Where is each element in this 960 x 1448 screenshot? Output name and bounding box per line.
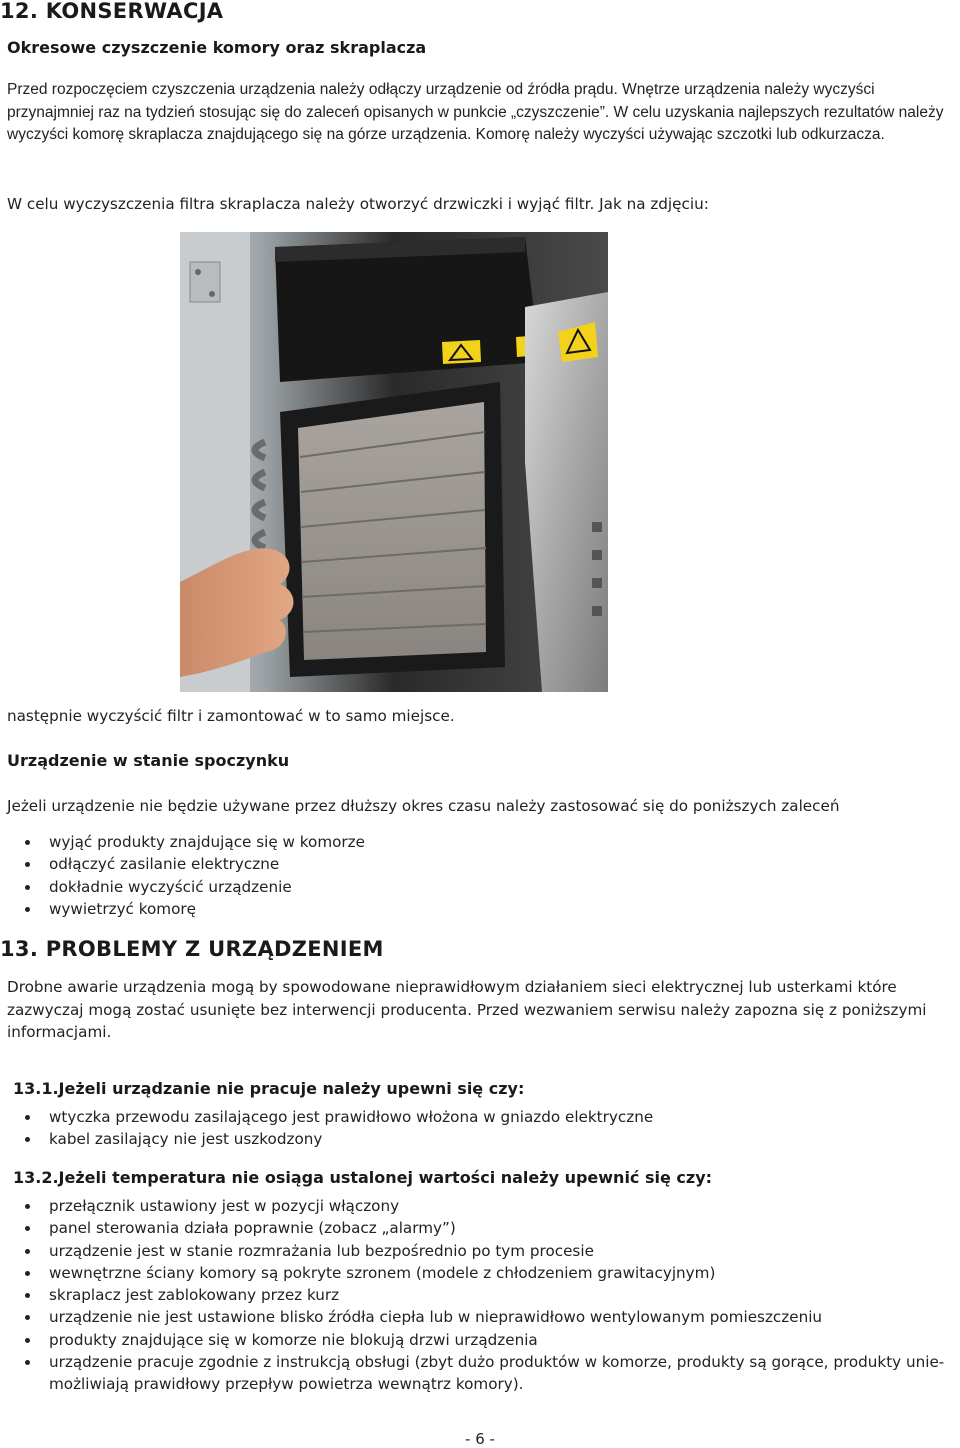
- idle-instructions-list: [22, 831, 952, 920]
- list-item-text: urządzenie pracuje zgodnie z instrukcją obsługi (zbyt dużo produktów w komorze, produkty są gorące, produkty unie-możliwiają prawidłowy przepływ powietrza wewnątrz komory).: [49, 1353, 945, 1394]
- list-item: [22, 1284, 952, 1306]
- paragraph-problems-intro: Drobne awarie urządzenia mogą by spowodowane nieprawidłowym działaniem sieci elektrycznej lub usterkami które zazwyczaj mogą zostać usunięte bez interwencji producenta. Przed wezwaniem serwisu należy zapozna się z poniższymi informacjami.: [7, 978, 927, 1041]
- list-item: [22, 1262, 952, 1284]
- list-item-text: skraplacz jest zablokowany przez kurz: [49, 1286, 340, 1305]
- power-check-list: [22, 1106, 952, 1151]
- list-item-text: wyjąć produkty znajdujące się w komorze: [49, 833, 365, 851]
- list-item: [22, 831, 952, 853]
- page-number: - 6 -: [465, 1430, 495, 1448]
- list-item: [22, 1106, 952, 1128]
- bullet: [25, 1204, 30, 1209]
- bullet: [25, 1271, 30, 1276]
- paragraph-cleaning-intro: Przed rozpoczęciem czyszczenia urządzenia należy odłączy urządzenie od źródła prądu. Wnętrze urządzenia należy wyczyści przynajmniej raz na tydzień stosując się do zaleceń opisanych w punkcie „czyszczenie”. W celu uzyskania najlepszych rezultatów należy wyczyści komorę skraplacza znajdującego się na górze urządzenia. Komorę należy wyczyści używając szczotki lub odkurzacza.: [7, 81, 944, 143]
- list-item: [22, 853, 952, 875]
- bullet: [25, 862, 30, 867]
- bullet: [25, 1338, 30, 1343]
- list-item: [22, 1240, 952, 1262]
- list-item: [22, 898, 952, 920]
- condenser-filter-photo: [180, 232, 608, 692]
- paragraph-filter-reinstall: następnie wyczyścić filtr i zamontować w to samo miejsce.: [7, 707, 455, 725]
- list-item: [22, 1329, 952, 1351]
- bullet: [25, 907, 30, 912]
- bullet: [25, 840, 30, 845]
- section-13-title: 13. PROBLEMY Z URZĄDZENIEM: [0, 937, 384, 961]
- list-item-text: produkty znajdujące się w komorze nie blokują drzwi urządzenia: [49, 1330, 538, 1349]
- list-item-text: urządzenie nie jest ustawione blisko źródła ciepła lub w nieprawidłowo wentylowanym pomieszczeniu: [49, 1308, 823, 1327]
- list-item: [22, 1217, 952, 1239]
- list-item-text: przełącznik ustawiony jest w pozycji włączony: [49, 1197, 400, 1215]
- list-item-text: kabel zasilający nie jest uszkodzony: [49, 1130, 323, 1149]
- list-item: [22, 1306, 952, 1328]
- list-item-text: wewnętrzne ściany komory są pokryte szronem (modele z chłodzeniem grawitacyjnym): [49, 1263, 716, 1282]
- bullet: [25, 1137, 30, 1142]
- section-12-title: 12. KONSERWACJA: [0, 0, 224, 23]
- temperature-check-list: [22, 1195, 952, 1396]
- list-item-text: dokładnie wyczyścić urządzenie: [49, 877, 292, 896]
- list-item-text: urządzenie jest w stanie rozmrażania lub bezpośrednio po tym procesie: [49, 1241, 594, 1260]
- list-item: [22, 1195, 952, 1217]
- list-item-text: panel sterowania działa poprawnie (zobacz „alarmy”): [49, 1219, 456, 1238]
- bullet: [25, 1315, 30, 1320]
- list-item-text: wywietrzyć komorę: [49, 899, 196, 918]
- list-item: [22, 1128, 952, 1150]
- list-item: [22, 876, 952, 898]
- bullet: [25, 1249, 30, 1254]
- bullet: [25, 1360, 30, 1365]
- list-item: [22, 1351, 952, 1396]
- list-item-text: odłączyć zasilanie elektryczne: [49, 855, 280, 874]
- bullet: [25, 1226, 30, 1231]
- bullet: [25, 1293, 30, 1298]
- list-item-text: wtyczka przewodu zasilającego jest prawidłowo włożona w gniazdo elektryczne: [49, 1108, 654, 1126]
- subheading-idle-state: Urządzenie w stanie spoczynku: [7, 751, 290, 770]
- subheading-condenser-cleaning: Okresowe czyszczenie komory oraz skraplacza: [7, 38, 427, 57]
- subheading-13-2: 13.2.Jeżeli temperatura nie osiąga ustalonej wartości należy upewnić się czy:: [13, 1168, 713, 1187]
- subheading-13-1: 13.1.Jeżeli urządzanie nie pracuje należy upewni się czy:: [13, 1079, 525, 1098]
- bullet: [25, 1115, 30, 1120]
- paragraph-idle-intro: Jeżeli urządzenie nie będzie używane przez dłuższy okres czasu należy zastosować się do poniższych zaleceń: [7, 797, 840, 815]
- bullet: [25, 885, 30, 890]
- paragraph-filter-removal: W celu wyczyszczenia filtra skraplacza należy otworzyć drzwiczki i wyjąć filtr. Jak na zdjęciu:: [7, 195, 709, 213]
